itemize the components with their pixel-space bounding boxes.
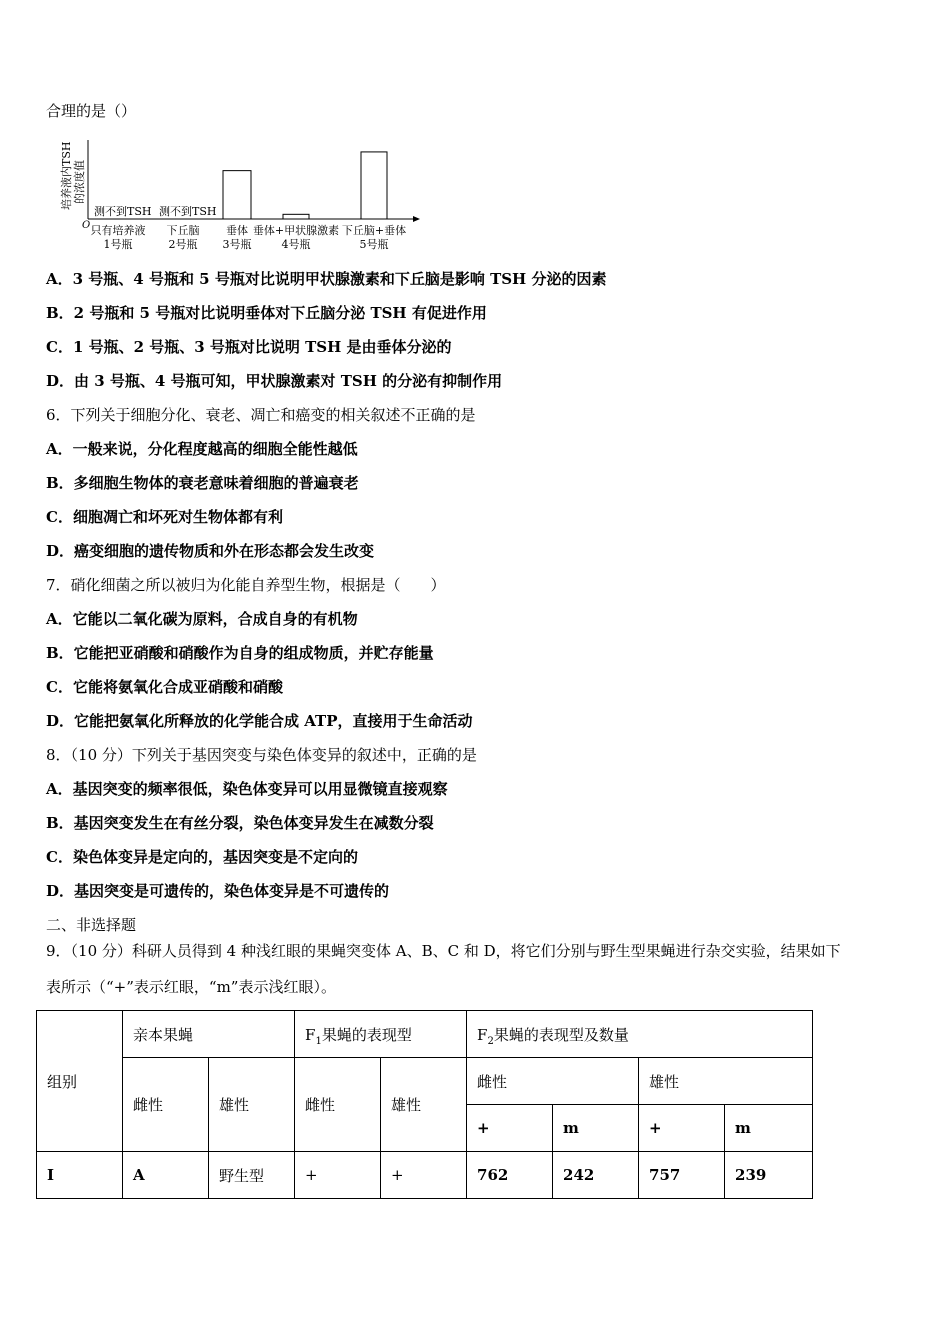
cell-parent-female: A <box>123 1152 209 1199</box>
q8-option-c: C．染色体变异是定向的，基因突变是不定向的 <box>46 848 358 866</box>
y-axis-label-2: 的浓度值 <box>73 160 86 204</box>
header-f2-male-m: m <box>725 1105 813 1152</box>
treatment-label-1: 只有培养液 <box>90 224 146 237</box>
header-f2-female-plus: + <box>467 1105 553 1152</box>
q5-option-a: A．3 号瓶、4 号瓶和 5 号瓶对比说明甲状腺激素和下丘脑是影响 TSH 分泌的因素 <box>46 270 607 288</box>
cell-group: I <box>37 1152 123 1199</box>
header-f1-female: 雌性 <box>295 1058 381 1152</box>
header-parent-male: 雄性 <box>209 1058 295 1152</box>
q8-option-a: A．基因突变的频率很低，染色体变异可以用显微镜直接观察 <box>46 780 448 798</box>
treatment-label-5: 下丘脑+垂体 <box>341 224 407 237</box>
y-axis-label-1: 培养液内TSH <box>60 141 73 210</box>
q8-option-b: B．基因突变发生在有丝分裂，染色体变异发生在减数分裂 <box>46 814 434 832</box>
cell-parent-male: 野生型 <box>209 1152 295 1199</box>
q9-stem-line1: 9．（10 分）科研人员得到 4 种浅红眼的果蝇突变体 A、B、C 和 D，将它们分别与野生型果蝇进行杂交实验，结果如下 <box>46 942 841 960</box>
header-parents: 亲本果蝇 <box>123 1011 295 1058</box>
x-axis-arrow <box>413 216 420 222</box>
bars-group <box>223 152 387 219</box>
header-f2: $F_2$果蝇的表现型及数量 <box>467 1011 813 1058</box>
header-group: 组别 <box>37 1011 123 1152</box>
q9-stem-line2: 表所示（“+”表示红眼，“m”表示浅红眼）。 <box>46 978 336 996</box>
cell-f1-female: + <box>295 1152 381 1199</box>
bar-4 <box>283 214 309 219</box>
table-header-row-2 <box>37 1058 813 1105</box>
header-f2-male: 雄性 <box>639 1058 813 1105</box>
bar-3 <box>223 171 251 219</box>
q6-option-a: A．一般来说，分化程度越高的细胞全能性越低 <box>46 440 358 458</box>
header-f1-male: 雄性 <box>381 1058 467 1152</box>
q6-option-c: C．细胞凋亡和坏死对生物体都有利 <box>46 508 283 526</box>
results-table <box>36 1010 813 1199</box>
cell-f2-female-m: 242 <box>553 1152 639 1199</box>
tsh-bar-chart <box>56 132 426 254</box>
q7-option-c: C．它能将氨氧化合成亚硝酸和硝酸 <box>46 678 283 696</box>
section-heading: 二、非选择题 <box>46 916 137 934</box>
treatment-label-2: 下丘脑 <box>166 224 200 237</box>
bottle-label-4: 4号瓶 <box>281 238 311 251</box>
treatment-label-4: 垂体+甲状腺激素 <box>252 224 340 237</box>
q6-option-b: B．多细胞生物体的衰老意味着细胞的普遍衰老 <box>46 474 359 492</box>
q7-option-b: B．它能把亚硝酸和硝酸作为自身的组成物质，并贮存能量 <box>46 644 434 662</box>
q5-option-b: B．2 号瓶和 5 号瓶对比说明垂体对下丘脑分泌 TSH 有促进作用 <box>46 304 487 322</box>
q7-option-d: D．它能把氨氧化所释放的化学能合成 ATP，直接用于生命活动 <box>46 712 473 730</box>
q7-stem: 7．硝化细菌之所以被归为化能自养型生物，根据是（ ） <box>46 576 446 594</box>
header-f1: $F_1$果蝇的表现型 <box>295 1011 467 1058</box>
q5-option-c: C．1 号瓶、2 号瓶、3 号瓶对比说明 TSH 是由垂体分泌的 <box>46 338 452 356</box>
header-parent-female: 雌性 <box>123 1058 209 1152</box>
q6-stem: 6．下列关于细胞分化、衰老、凋亡和癌变的相关叙述不正确的是 <box>46 406 476 424</box>
bar-5 <box>361 152 387 219</box>
table-row <box>37 1152 813 1199</box>
origin-label: O <box>82 220 91 231</box>
q6-option-d: D．癌变细胞的遗传物质和外在形态都会发生改变 <box>46 542 375 560</box>
cell-f2-male-plus: 757 <box>639 1152 725 1199</box>
note-1: 测不到TSH <box>94 205 152 218</box>
question-intro: 合理的是（） <box>46 102 137 120</box>
bottle-label-3: 3号瓶 <box>222 238 252 251</box>
q8-stem: 8．（10 分）下列关于基因突变与染色体变异的叙述中，正确的是 <box>46 746 477 764</box>
cell-f2-female-plus: 762 <box>467 1152 553 1199</box>
note-2: 测不到TSH <box>159 205 217 218</box>
table-header-row-1 <box>37 1011 813 1058</box>
bottle-label-5: 5号瓶 <box>359 238 389 251</box>
bottle-label-1: 1号瓶 <box>103 238 133 251</box>
header-f2-female-m: m <box>553 1105 639 1152</box>
treatment-label-3: 垂体 <box>226 224 248 237</box>
q8-option-d: D．基因突变是可遗传的，染色体变异是不可遗传的 <box>46 882 390 900</box>
bottle-label-2: 2号瓶 <box>168 238 198 251</box>
q5-option-d: D．由 3 号瓶、4 号瓶可知，甲状腺激素对 TSH 的分泌有抑制作用 <box>46 372 503 390</box>
cell-f1-male: + <box>381 1152 467 1199</box>
q7-option-a: A．它能以二氧化碳为原料，合成自身的有机物 <box>46 610 358 628</box>
header-f2-female: 雌性 <box>467 1058 639 1105</box>
cell-f2-male-m: 239 <box>725 1152 813 1199</box>
header-f2-male-plus: + <box>639 1105 725 1152</box>
